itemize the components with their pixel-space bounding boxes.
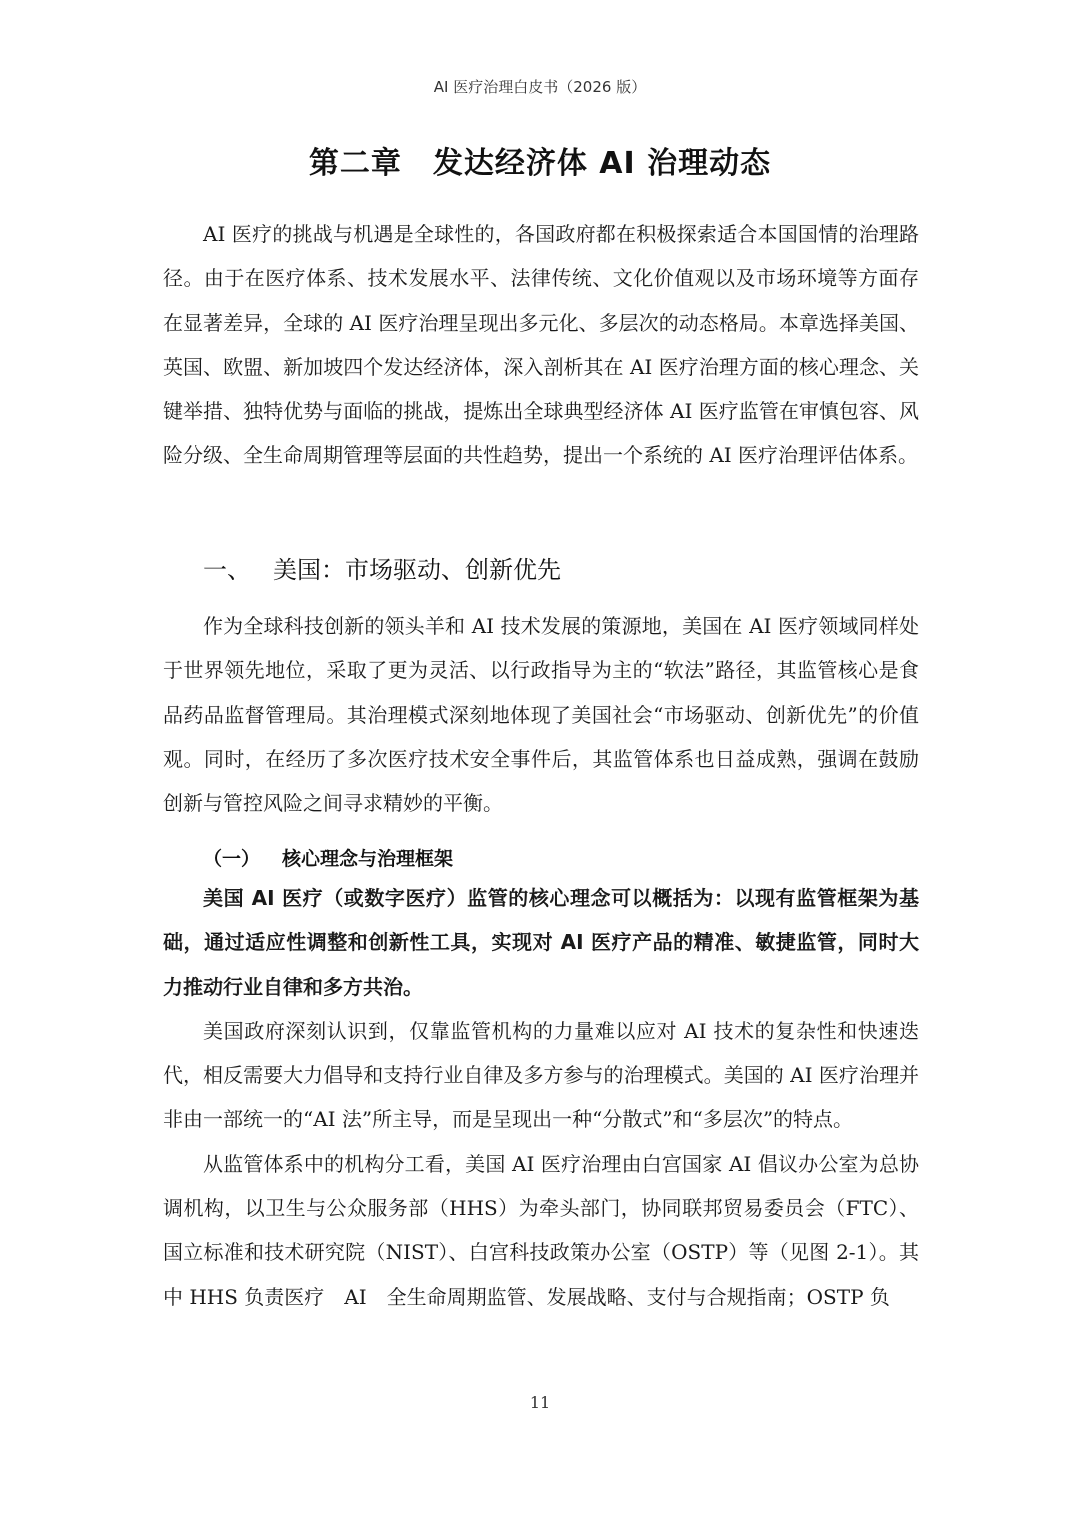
subsection1-block [163,876,919,1319]
section-heading-usa [203,550,561,585]
page-number: 11 [529,1393,551,1412]
intro-block [163,212,919,478]
subsection-title: 核心理念与治理框架 [282,848,454,870]
subsection-heading-core-concept [203,844,453,871]
intro-paragraph: AI 医疗的挑战与机遇是全球性的，各国政府都在积极探索适合本国国情的治理路径。由于在医疗体系、技术发展水平、法律传统、文化价值观以及市场环境等方面存在显著差异，全球的 AI 医疗治理呈现出多元化、多层次的动态格局。本章选择美国、英国、欧盟、新加坡四个发达经济体，深入剖析其在 AI 医疗治理方面的核心理念、关键举措、独特优势与面临的挑战，提炼出全球典型经济体 AI 医疗监管在审慎包容、风险分级、全生命周期管理等层面的共性趋势，提出一个系统的 AI 医疗治理评估体系。 [163,222,919,468]
subsection1-paragraph-3: 从监管体系中的机构分工看，美国 AI 医疗治理由白宫国家 AI 倡议办公室为总协调机构，以卫生与公众服务部（HHS）为牵头部门，协同联邦贸易委员会（FTC）、国立标准和技术研究院（NIST）、白宫科技政策办公室（OSTP）等（见图 2-1）。其中 HHS 负责医疗 AI 全生命周期监管、发展战略、支付与合规指南；OSTP 负 [163,1151,919,1309]
running-header: AI 医疗治理白皮书（2026 版） [433,78,647,96]
chapter-title: 第二章 发达经济体 AI 治理动态 [308,146,772,181]
section-title: 美国：市场驱动、创新优先 [273,556,561,584]
subsection1-paragraph-2: 美国政府深刻认识到，仅靠监管机构的力量难以应对 AI 技术的复杂性和快速迭代，相反需要大力倡导和支持行业自律及多方参与的治理模式。美国的 AI 医疗治理并非由一部统一的“AI 法”所主导，而是呈现出一种“分散式”和“多层次”的特点。 [163,1018,919,1132]
section1-block [163,604,919,825]
section1-paragraph: 作为全球科技创新的领头羊和 AI 技术发展的策源地，美国在 AI 医疗领域同样处于世界领先地位，采取了更为灵活、以行政指导为主的“软法”路径，其监管核心是食品药品监督管理局。其治理模式深刻地体现了美国社会“市场驱动、创新优先”的价值观。同时，在经历了多次医疗技术安全事件后，其监管体系也日益成熟，强调在鼓励创新与管控风险之间寻求精妙的平衡。 [163,614,919,816]
subsection-number: （一） [203,848,261,870]
section-number: 一、 [203,556,251,584]
core-concept-bold-paragraph: 美国 AI 医疗（或数字医疗）监管的核心理念可以概括为：以现有监管框架为基础，通过适应性调整和创新性工具，实现对 AI 医疗产品的精准、敏捷监管，同时大力推动行业自律和多方共治。 [163,886,919,999]
